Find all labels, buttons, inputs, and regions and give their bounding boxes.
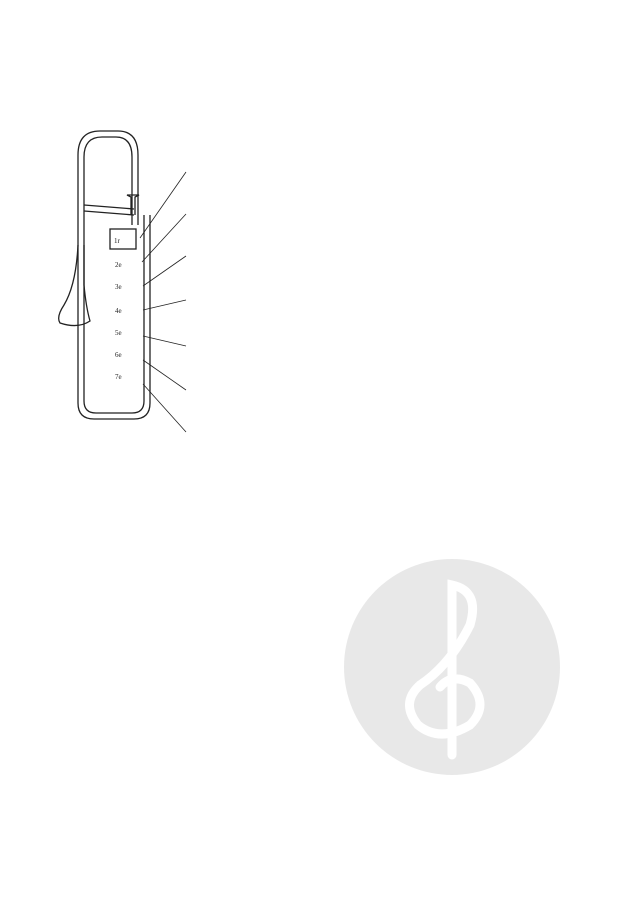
svg-text:6e: 6e	[115, 351, 122, 359]
svg-text:5e: 5e	[115, 329, 122, 337]
svg-text:1r: 1r	[114, 237, 120, 245]
svg-text:2e: 2e	[115, 261, 122, 269]
svg-text:3e: 3e	[115, 283, 122, 291]
svg-text:4e: 4e	[115, 307, 122, 315]
watermark-logo	[340, 555, 565, 780]
svg-text:7e: 7e	[115, 373, 122, 381]
